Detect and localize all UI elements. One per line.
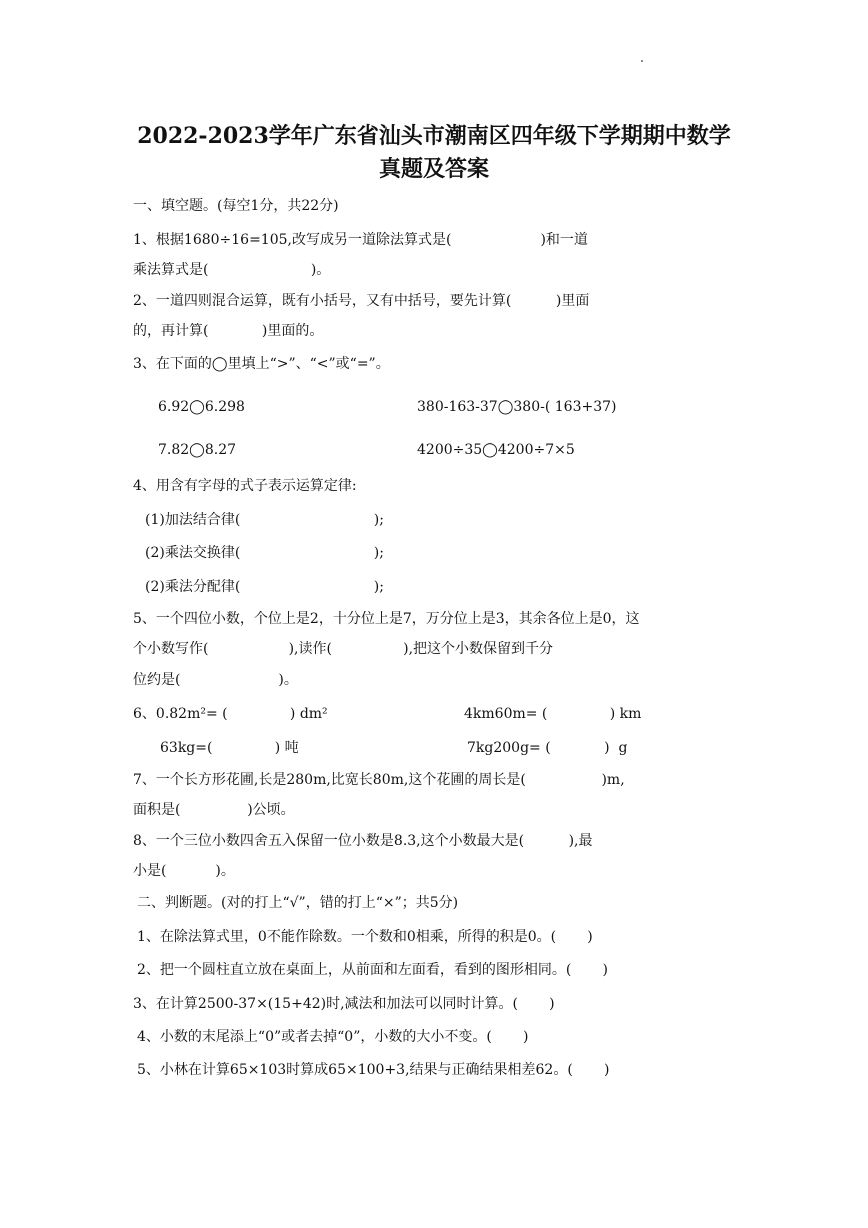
title-line-2: 真题及答案 <box>378 156 489 182</box>
q6-row1-left: 6、0.82m²= ( ) dm² <box>133 706 328 722</box>
q3-prompt: 3、在下面的◯里填上“>”、“<”或“=”。 <box>133 356 390 372</box>
judge-q3: 3、在计算2500-37×(15+42)时,减法和加法可以同时计算。( ) <box>133 996 555 1012</box>
q6-row2-right: 7kg200g= ( ) g <box>467 740 628 756</box>
q8-line-b: 小是( )。 <box>133 863 235 879</box>
judge-q5: 5、小林在计算65×103时算成65×100+3,结果与正确结果相差62。( ) <box>137 1062 610 1078</box>
section2-heading: 二、判断题。(对的打上“√”，错的打上“×”；共5分) <box>137 895 459 911</box>
q3-row2-right: 4200÷35◯4200÷7×5 <box>417 442 575 458</box>
section1-heading: 一、填空题。(每空1分，共22分) <box>133 198 339 214</box>
q3-row2-left: 7.82◯8.27 <box>158 442 237 458</box>
judge-q2: 2、把一个圆柱直立放在桌面上，从前面和左面看，看到的图形相同。( ) <box>137 962 608 978</box>
q4-item-2: (2)乘法交换律( ); <box>145 545 384 561</box>
q4-item-1: (1)加法结合律( ); <box>145 512 384 528</box>
title-line-1: 2022-2023学年广东省汕头市潮南区四年级下学期期中数学 <box>137 123 731 149</box>
q7-line-b: 面积是( )公顷。 <box>133 802 295 818</box>
q1-line-b: 乘法算式是( )。 <box>133 262 331 278</box>
q5-line-a: 5、一个四位小数，个位上是2，十分位上是7，万分位上是3，其余各位上是0，这 <box>133 611 640 627</box>
q2-line-a: 2、一道四则混合运算，既有小括号，又有中括号，要先计算( )里面 <box>133 293 590 309</box>
q4-prompt: 4、用含有字母的式子表示运算定律: <box>133 478 357 494</box>
q1-line-a: 1、根据1680÷16=105,改写成另一道除法算式是( )和一道 <box>133 232 588 248</box>
judge-q1: 1、在除法算式里，0不能作除数。一个数和0相乘，所得的积是0。( ) <box>137 929 593 945</box>
q5-line-b: 个小数写作( ),读作( ),把这个小数保留到千分 <box>133 641 554 657</box>
q3-row1-right: 380-163-37◯380-( 163+37) <box>417 399 617 415</box>
judge-q4: 4、小数的末尾添上“0”或者去掉“0”，小数的大小不变。( ) <box>137 1029 529 1045</box>
q5-line-c: 位约是( )。 <box>133 672 298 688</box>
q8-line-a: 8、一个三位小数四舍五入保留一位小数是8.3,这个小数最大是( ),最 <box>133 833 593 849</box>
q7-line-a: 7、一个长方形花圃,长是280m,比宽长80m,这个花圃的周长是( )m, <box>133 772 625 788</box>
q6-row1-right: 4km60m= ( ) km <box>464 706 642 722</box>
q4-item-3: (2)乘法分配律( ); <box>145 579 384 595</box>
q6-row2-left: 63kg=( ) 吨 <box>160 740 299 756</box>
q3-row1-left: 6.92◯6.298 <box>158 399 245 415</box>
page-dot <box>641 60 643 62</box>
q2-line-b: 的，再计算( )里面的。 <box>133 323 324 339</box>
